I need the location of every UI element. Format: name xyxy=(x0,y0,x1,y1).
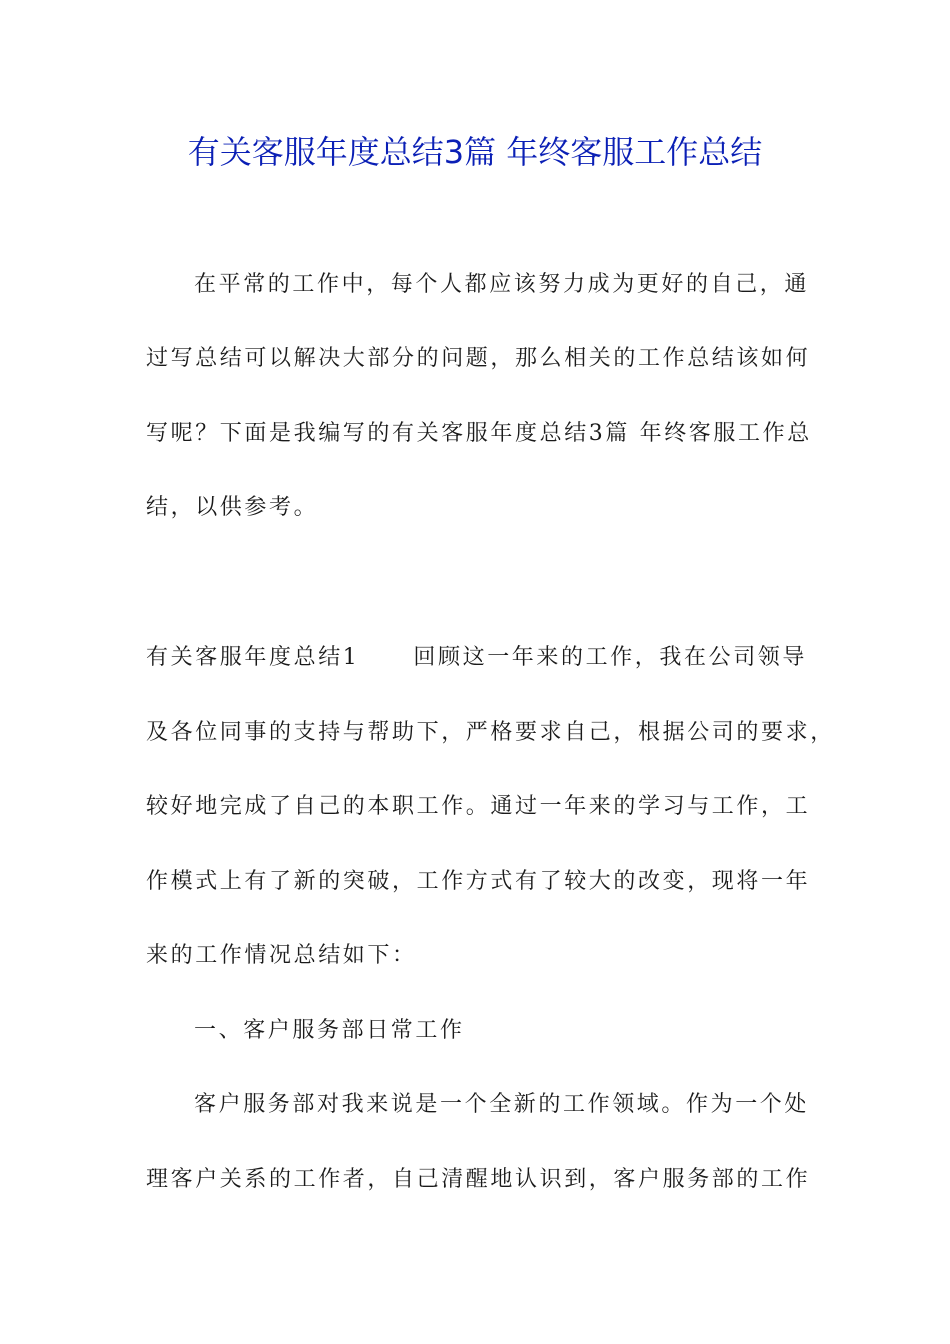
intro-line-3: 写呢？下面是我编写的有关客服年度总结3篇 年终客服工作总 xyxy=(146,421,812,446)
section-1-line-1: 回顾这一年来的工作，我在公司领导 xyxy=(413,645,808,670)
section-1-line-2: 及各位同事的支持与帮助下，严格要求自己，根据公司的要求， xyxy=(146,720,835,745)
section-1-heading: 有关客服年度总结1 xyxy=(146,645,360,670)
paragraph-line-2: 理客户关系的工作者，自己清醒地认识到，客户服务部的工作 xyxy=(146,1167,811,1192)
subheading-daily-work: 一、客户服务部日常工作 xyxy=(194,1018,465,1043)
intro-line-1: 在平常的工作中，每个人都应该努力成为更好的自己，通 xyxy=(194,272,810,297)
section-1-first-line xyxy=(146,642,836,674)
section-1-line-3: 较好地完成了自己的本职工作。通过一年来的学习与工作，工 xyxy=(146,794,811,819)
section-1-line-5: 来的工作情况总结如下： xyxy=(146,943,417,968)
section-1-line-4: 作模式上有了新的突破，工作方式有了较大的改变，现将一年 xyxy=(146,869,811,894)
intro-line-2: 过写总结可以解决大部分的问题，那么相关的工作总结该如何 xyxy=(146,346,811,371)
intro-line-4: 结，以供参考。 xyxy=(146,495,319,520)
document-title: 有关客服年度总结3篇 年终客服工作总结 xyxy=(187,133,763,171)
paragraph-line-1: 客户服务部对我来说是一个全新的工作领域。作为一个处 xyxy=(194,1092,810,1117)
